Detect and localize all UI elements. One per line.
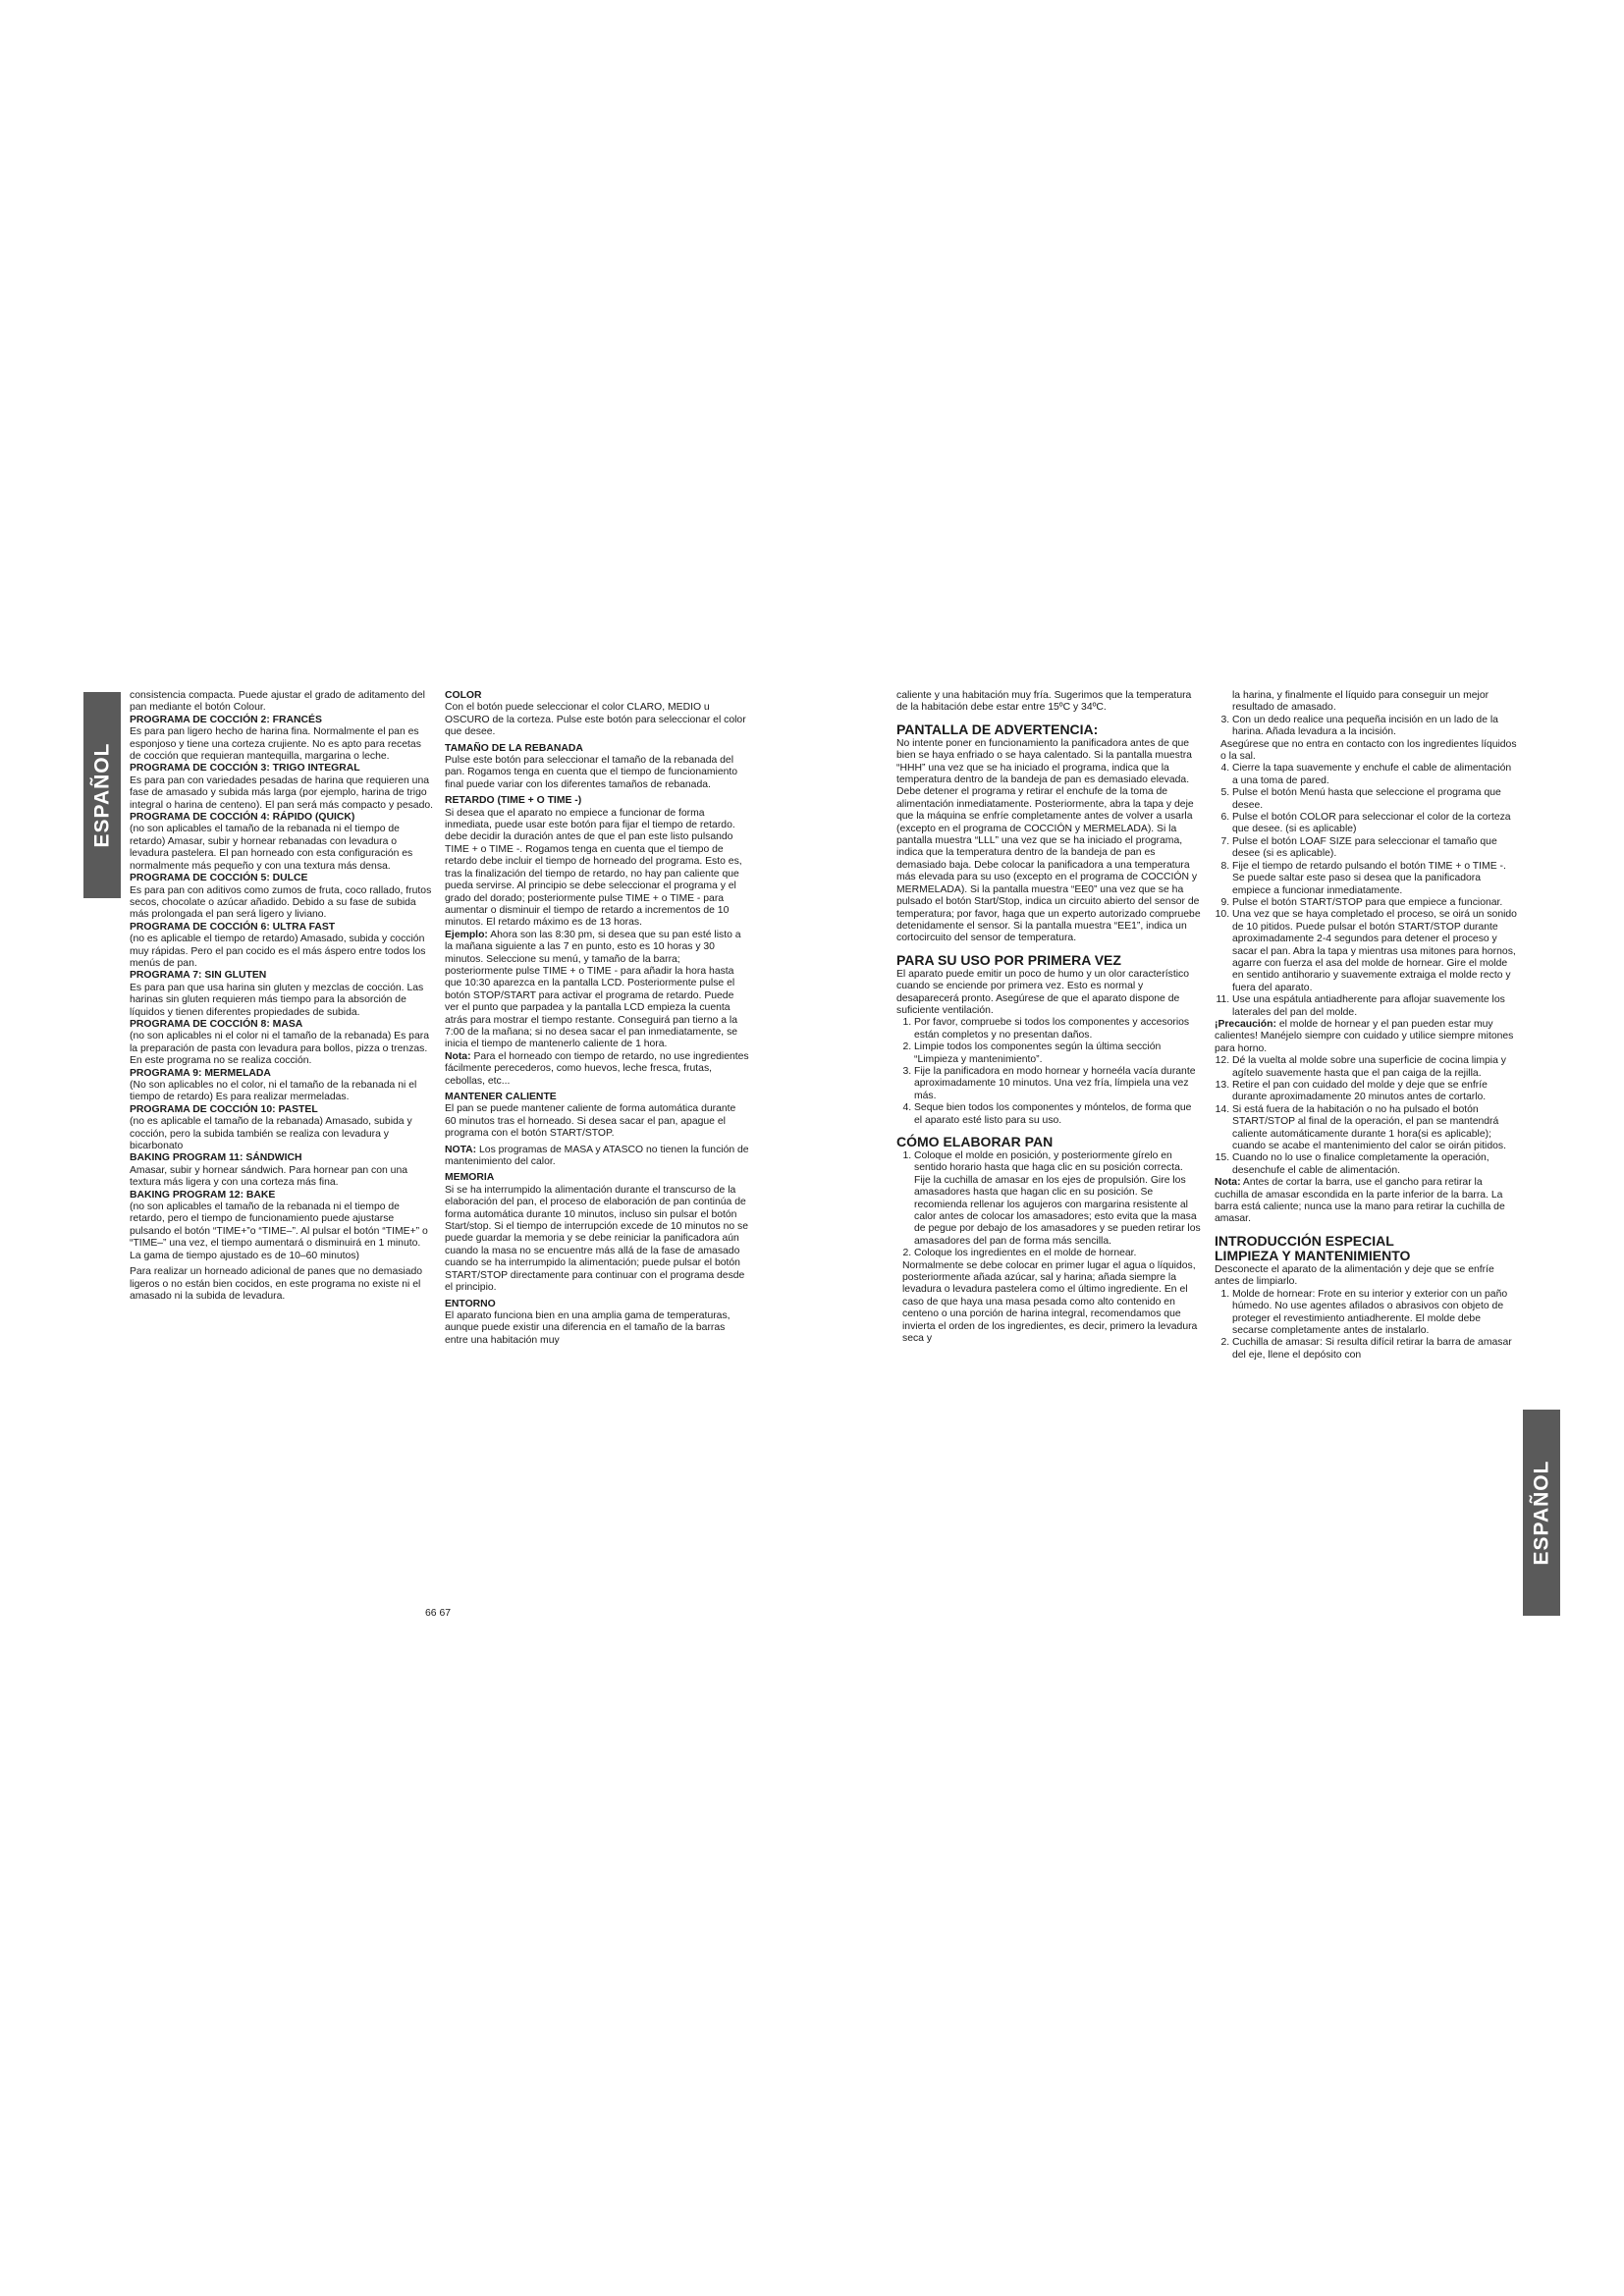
column-1 bbox=[130, 690, 434, 1303]
bread-steps-list bbox=[1215, 763, 1519, 1019]
note-label: Nota: bbox=[445, 1050, 471, 1062]
list-item: 5. Pulse el botón Menú hasta que seleccione el programa que desee. bbox=[1232, 787, 1519, 812]
note-paragraph bbox=[1215, 1177, 1519, 1226]
paragraph: Normalmente se debe colocar en primer lugar el agua o líquidos, posteriormente añada azúcar, sal y harina; añada siempre la levadura o levadura pastelera como el último ingrediente. En el caso de que haya una masa pesada como alto contenido en centeno o una porción de harina integral, recomendamos que invierta el orden de los ingredientes, es decir, primero la levadura seca y bbox=[902, 1259, 1198, 1345]
list-item: 11. Use una espátula antiadherente para aflojar suavemente los laterales del pan del molde. bbox=[1232, 994, 1519, 1019]
section-heading: MANTENER CALIENTE bbox=[445, 1092, 557, 1102]
paragraph: caliente y una habitación muy fría. Sugerimos que la temperatura de la habitación debe estar entre 15ºC y 34ºC. bbox=[896, 690, 1192, 714]
section-heading: PROGRAMA 7: SIN GLUTEN bbox=[130, 970, 267, 982]
paragraph: Es para pan que usa harina sin gluten y mezclas de cocción. Las harinas sin gluten requieren más tiempo para la absorción de líquidos y tienen diferentes propiedades de subida. bbox=[130, 982, 424, 1018]
list-item: 9. Pulse el botón START/STOP para que empiece a funcionar. bbox=[1232, 897, 1519, 909]
list-item: 3. Con un dedo realice una pequeña incisión en un lado de la harina. Añada levadura a la incisión. bbox=[1232, 715, 1519, 739]
example-label: Ejemplo: bbox=[445, 929, 488, 940]
section-heading: BAKING PROGRAM 12: BAKE bbox=[130, 1189, 276, 1201]
section-heading: PROGRAMA DE COCCIÓN 3: TRIGO INTEGRAL bbox=[130, 763, 360, 774]
language-tab-label: ESPAÑOL bbox=[1530, 1460, 1552, 1566]
list-item: 4. Seque bien todos los componentes y móntelos, de forma que el aparato esté listo para su uso. bbox=[914, 1102, 1201, 1127]
example-text: Ahora son las 8:30 pm, si desea que su pan esté listo a la mañana siguiente a las 7 en punto, esto es 10 horas y 30 minutos. Seleccione su menú, y tamaño de la barra; posteriormente pulse TIME + o TIME - para añadir la hora hasta que 10:30 aparezca en la pantalla LCD. Posteriormente pulse el botón STOP/START para activar el programa de retardo. Puede ver el punto que parpadea y la pantalla LCD empieza la cuenta atrás para mostrar el tiempo restante. Conseguirá pan tierno a la 7:00 de la mañana; si no desea sacar el pan inmediatamente, se inicia el tiempo de mantenerlo caliente de 1 hora. bbox=[445, 929, 741, 1050]
section-heading: PROGRAMA DE COCCIÓN 5: DULCE bbox=[130, 873, 308, 884]
section-heading: CÓMO ELABORAR PAN bbox=[896, 1134, 1054, 1149]
paragraph: No intente poner en funcionamiento la panificadora antes de que bien se haya enfriado o se haya calentado. Si la pantalla muestra “HHH” una vez que se ha iniciado el programa, indica que la temperatura dentro de la bandeja de pan es demasiado elevada. Debe detener el programa y retirar el enchufe de la toma de alimentación inmediatamente. Posteriormente, abra la tapa y deje que la máquina se enfríe completamente antes de volver a usarla (excepto en el programa de COCCIÓN y MERMELADA). Si la pantalla muestra “LLL” una vez que se ha iniciado el programa, indica que la temperatura dentro de la bandeja de pan es demasiado baja. Debe colocar la panificadora a una temperatura más elevada para su uso (excepto en el programa de COCCIÓN y MERMELADA). Si la pantalla muestra “EE0” una vez que se ha pulsado el botón Start/Stop, indica un circuito abierto del sensor de temperatura; por favor, haga que un experto autorizado compruebe detenidamente el sensor. Si la pantalla muestra “EE1”, indica un cortocircuito del sensor de temperatura. bbox=[896, 737, 1201, 944]
list-item: 10. Una vez que se haya completado el proceso, se oirá un sonido de 10 pitidos. Puede pulsar el botón START/STOP durante aproximadamente 2-4 segundos para detener el proceso y sacar el pan. Abra la tapa y mientras usa mitones para hornos, agarre con fuerza el asa del molde de hornear. Gire el molde en sentido antihorario y suavemente extraiga el molde recto y fuera del aparato. bbox=[1232, 909, 1519, 994]
paragraph: Si se ha interrumpido la alimentación durante el transcurso de la elaboración del pan, el proceso de elaboración de pan continúa de forma automática durante 10 minutos, incluso sin pulsar el botón Start/stop. Si el tiempo de interrupción excede de 10 minutos no se puede guardar la memoria y se debe reiniciar la panificadora aún cuando la masa no se encuentre más allá de la fase de amasado cuando se ha interrumpido la alimentación; puede pulsar el botón START/STOP directamente para continuar con el programa desde el principio. bbox=[445, 1184, 749, 1294]
paragraph: Amasar, subir y hornear sándwich. Para hornear pan con una textura más ligera y con una corteza más fina. bbox=[130, 1164, 408, 1189]
paragraph: (no es aplicable el tiempo de retardo) Amasado, subida y cocción muy rápidas. Pero el pan cocido es el más áspero entre todos los menús de pan. bbox=[130, 934, 426, 969]
paragraph: El aparato funciona bien en una amplia gama de temperaturas, aunque puede existir una diferencia en el tamaño de la barras entre una habitación muy bbox=[445, 1309, 731, 1346]
note-text: Antes de cortar la barra, use el gancho para retirar la cuchilla de amasar escondida en la parte inferior de la barra. La barra está caliente; nunca use la mano para retirar la cuchilla de amasar. bbox=[1215, 1177, 1505, 1225]
caution-text: el molde de hornear y el pan pueden estar muy calientes! Manéjelo siempre con cuidado y utilice siempre mitones para horno. bbox=[1215, 1018, 1514, 1054]
section-heading: PROGRAMA 9: MERMELADA bbox=[130, 1067, 271, 1079]
caution-label: ¡Precaución: bbox=[1215, 1018, 1276, 1030]
paragraph: Asegúrese que no entra en contacto con los ingredientes líquidos o la sal. bbox=[1220, 738, 1517, 763]
section-heading: ENTORNO bbox=[445, 1298, 496, 1309]
paragraph: (no es aplicable el tamaño de la rebanada) Amasado, subida y cocción, pero la subida también se realiza con levadura y bicarbonato bbox=[130, 1116, 412, 1152]
list-item: 8. Fije el tiempo de retardo pulsando el botón TIME + o TIME -. Se puede saltar este paso si desea que la panificadora empiece a funcionar inmediatamente. bbox=[1232, 861, 1519, 897]
section-heading: RETARDO (TIME + O TIME -) bbox=[445, 795, 582, 807]
paragraph: (no son aplicables el tamaño de la rebanada ni el tiempo de retardo) Amasar, subir y hornear rebanadas con levadura o levadura pastelera. El pan horneado con esta configuración es normalmente más pequeño y con una textura más densa. bbox=[130, 824, 413, 872]
bread-steps-list bbox=[1215, 715, 1519, 739]
section-heading: MEMORIA bbox=[445, 1172, 495, 1184]
list-item: 2. Coloque los ingredientes en el molde de hornear. bbox=[914, 1248, 1201, 1259]
paragraph: consistencia compacta. Puede ajustar el grado de aditamento del pan mediante el botón Colour. bbox=[130, 690, 425, 714]
list-item: 7. Pulse el botón LOAF SIZE para seleccionar el tamaño que desee (si es aplicable). bbox=[1232, 836, 1519, 861]
note-paragraph bbox=[445, 1145, 749, 1169]
list-item: 13. Retire el pan con cuidado del molde y deje que se enfríe durante aproximadamente 20 minutos antes de cortarlo. bbox=[1232, 1080, 1519, 1104]
paragraph: Es para pan ligero hecho de harina fina. Normalmente el pan es esponjoso y tiene una corteza crujiente. No es apto para recetas de cocción que requieran mantequilla, margarina o leche. bbox=[130, 726, 421, 763]
list-item: 2. Cuchilla de amasar: Si resulta difícil retirar la barra de amasar del eje, llene el depósito con bbox=[1232, 1337, 1519, 1362]
note-text: Los programas de MASA y ATASCO no tienen la función de mantenimiento del calor. bbox=[445, 1144, 749, 1168]
list-item: 15. Cuando no lo use o finalice completamente la operación, desenchufe el cable de alimentación. bbox=[1232, 1152, 1519, 1177]
bread-steps-list bbox=[1215, 1055, 1519, 1177]
paragraph: Pulse este botón para seleccionar el tamaño de la rebanada del pan. Rogamos tenga en cuenta que el tiempo de funcionamiento final puede variar con los diferentes tamaños de rebanada. bbox=[445, 755, 738, 790]
language-tab-right bbox=[1523, 1410, 1560, 1616]
note-label: NOTA: bbox=[445, 1144, 477, 1155]
list-item: 4. Cierre la tapa suavemente y enchufe el cable de alimentación a una toma de pared. bbox=[1232, 763, 1519, 787]
section-heading: LIMPIEZA Y MANTENIMIENTO bbox=[1215, 1247, 1411, 1263]
section-heading: PROGRAMA DE COCCIÓN 10: PASTEL bbox=[130, 1103, 318, 1115]
section-heading: PROGRAMA DE COCCIÓN 4: RÁPIDO (QUICK) bbox=[130, 812, 355, 824]
section-heading: COLOR bbox=[445, 690, 482, 701]
note-text: Para el horneado con tiempo de retardo, no use ingredientes fácilmente perecederos, como huevos, leche fresca, frutas, cebollas, etc... bbox=[445, 1050, 749, 1087]
section-heading: PROGRAMA DE COCCIÓN 2: FRANCÉS bbox=[130, 714, 322, 725]
first-use-list bbox=[896, 1017, 1201, 1127]
page-numbers: 66 67 bbox=[425, 1608, 452, 1619]
list-item: 1. Por favor, compruebe si todos los componentes y accesorios están completos y no presentan daños. bbox=[914, 1017, 1201, 1041]
paragraph: (No son aplicables no el color, ni el tamaño de la rebanada ni el tiempo de retardo) Es para realizar mermeladas. bbox=[130, 1080, 417, 1103]
section-heading: PROGRAMA DE COCCIÓN 8: MASA bbox=[130, 1018, 303, 1030]
paragraph: la harina, y finalmente el líquido para conseguir un mejor resultado de amasado. bbox=[1232, 690, 1489, 714]
section-heading: PROGRAMA DE COCCIÓN 6: ULTRA FAST bbox=[130, 921, 336, 933]
paragraph: Para realizar un horneado adicional de panes que no demasiado ligeros o no están bien cocidos, en este programa no existe ni el amasado ni la subida de levadura. bbox=[130, 1266, 423, 1302]
paragraph: (no son aplicables el tamaño de la rebanada ni el tiempo de retardo, pero el tiempo de funcionamiento puede ajustarse pulsando el botón “TIME+”o “TIME–”. Al pulsar el botón “TIME+” o “TIME–” una vez, el tiempo aumentará o disminuirá en 1 minuto. La gama de tiempo ajustado es de 10–60 minutos) bbox=[130, 1201, 428, 1261]
section-heading: BAKING PROGRAM 11: SÁNDWICH bbox=[130, 1152, 302, 1164]
section-heading: INTRODUCCIÓN ESPECIAL bbox=[1215, 1232, 1394, 1249]
list-item: 14. Si está fuera de la habitación o no ha pulsado el botón START/STOP al final de la operación, el pan se mantendrá caliente automáticamente durante 1 hora(si es aplicable); cuando se acabe el mantenimiento del calor se oirán pitidos. bbox=[1232, 1104, 1519, 1153]
paragraph: Desconecte el aparato de la alimentación y deje que se enfríe antes de limpiarlo. bbox=[1215, 1263, 1494, 1288]
paragraph: Con el botón puede seleccionar el color CLARO, MEDIO u OSCURO de la corteza. Pulse este botón para seleccionar el color que desee. bbox=[445, 702, 746, 738]
list-item: 1. Coloque el molde en posición, y posteriormente gírelo en sentido horario hasta que haga clic en su posición correcta. Fije la cuchilla de amasar en los ejes de propulsión. Gire los amasadores hasta que hagan clic en su posición. Se recomienda rellenar los agujeros con margarina resistente al calor antes de colocar los amasadores; esto evita que la masa de pegue por debajo de los amasadores y se pueden retirar los amasadores del pan de forma más sencilla. bbox=[914, 1150, 1201, 1248]
column-3 bbox=[896, 690, 1201, 1346]
paragraph: Es para pan con variedades pesadas de harina que requieren una fase de amasado y subida más larga (por ejemplo, harina de trigo integral o harina de centeno). El pan será más compacto y pesado. bbox=[130, 774, 434, 811]
caution-paragraph bbox=[1215, 1019, 1519, 1055]
bread-steps-list bbox=[896, 1150, 1201, 1260]
section-heading: PARA SU USO POR PRIMERA VEZ bbox=[896, 951, 1121, 968]
paragraph: (no son aplicables ni el color ni el tamaño de la rebanada) Es para la preparación de pasta con levadura para bollos, pizza o trenzas. En este programa no se realiza cocción. bbox=[130, 1031, 429, 1067]
column-4 bbox=[1215, 690, 1519, 1362]
paragraph: Es para pan con aditivos como zumos de fruta, coco rallado, frutos secos, chocolate o azúcar añadido. Debido a su fase de subida más prolongada el pan será ligero y liviano. bbox=[130, 884, 432, 921]
example-paragraph bbox=[445, 930, 749, 1051]
cleaning-list bbox=[1215, 1289, 1519, 1362]
note-label: Nota: bbox=[1215, 1177, 1241, 1189]
list-item: 2. Limpie todos los componentes según la última sección “Limpieza y mantenimiento”. bbox=[914, 1041, 1201, 1066]
list-item: 1. Molde de hornear: Frote en su interior y exterior con un paño húmedo. No use agentes afilados o abrasivos con objeto de proteger el revestimiento antiadherente. El molde debe secarse completamente antes de instalarlo. bbox=[1232, 1289, 1519, 1338]
language-tab-label: ESPAÑOL bbox=[90, 742, 113, 848]
column-2 bbox=[445, 690, 749, 1347]
paragraph: Si desea que el aparato no empiece a funcionar de forma inmediata, puede usar este botón para fijar el tiempo de retardo. debe decidir la duración antes de que el pan este listo pulsando TIME + o TIME -. Rogamos tenga en cuenta que el tiempo de retardo debe incluir el tiempo de horneado del programa. Esto es, tras la finalización del tiempo de retardo, no hay pan caliente que pueda servirse. Al principio se debe seleccionar el programa y el grado del dorado; posteriormente pulse TIME + o TIME - para aumentar o disminuir el tiempo de retardo a incrementos de 10 minutos. El retardo máximo es de 13 horas. bbox=[445, 807, 742, 929]
note-paragraph bbox=[445, 1051, 749, 1088]
paragraph: El pan se puede mantener caliente de forma automática durante 60 minutos tras el horneado. Si desea sacar el pan, apague el programa con el botón START/STOP. bbox=[445, 1103, 736, 1140]
paragraph: El aparato puede emitir un poco de humo y un olor característico cuando se enciende por primera vez. Esto es normal y desaparecerá pronto. Asegúrese de que el aparato dispone de suficiente ventilación. bbox=[896, 968, 1190, 1016]
section-heading: PANTALLA DE ADVERTENCIA: bbox=[896, 721, 1099, 737]
list-item: 3. Fije la panificadora en modo hornear y horneéla vacía durante aproximadamente 10 minutos. Una vez fría, límpiela una vez más. bbox=[914, 1066, 1201, 1102]
language-tab-left bbox=[83, 692, 121, 898]
list-item: 12. Dé la vuelta al molde sobre una superficie de cocina limpia y agítelo suavemente hasta que el pan caiga de la rejilla. bbox=[1232, 1055, 1519, 1080]
section-heading: TAMAÑO DE LA REBANADA bbox=[445, 742, 583, 754]
list-item: 6. Pulse el botón COLOR para seleccionar el color de la corteza que desee. (si es aplicable) bbox=[1232, 812, 1519, 836]
